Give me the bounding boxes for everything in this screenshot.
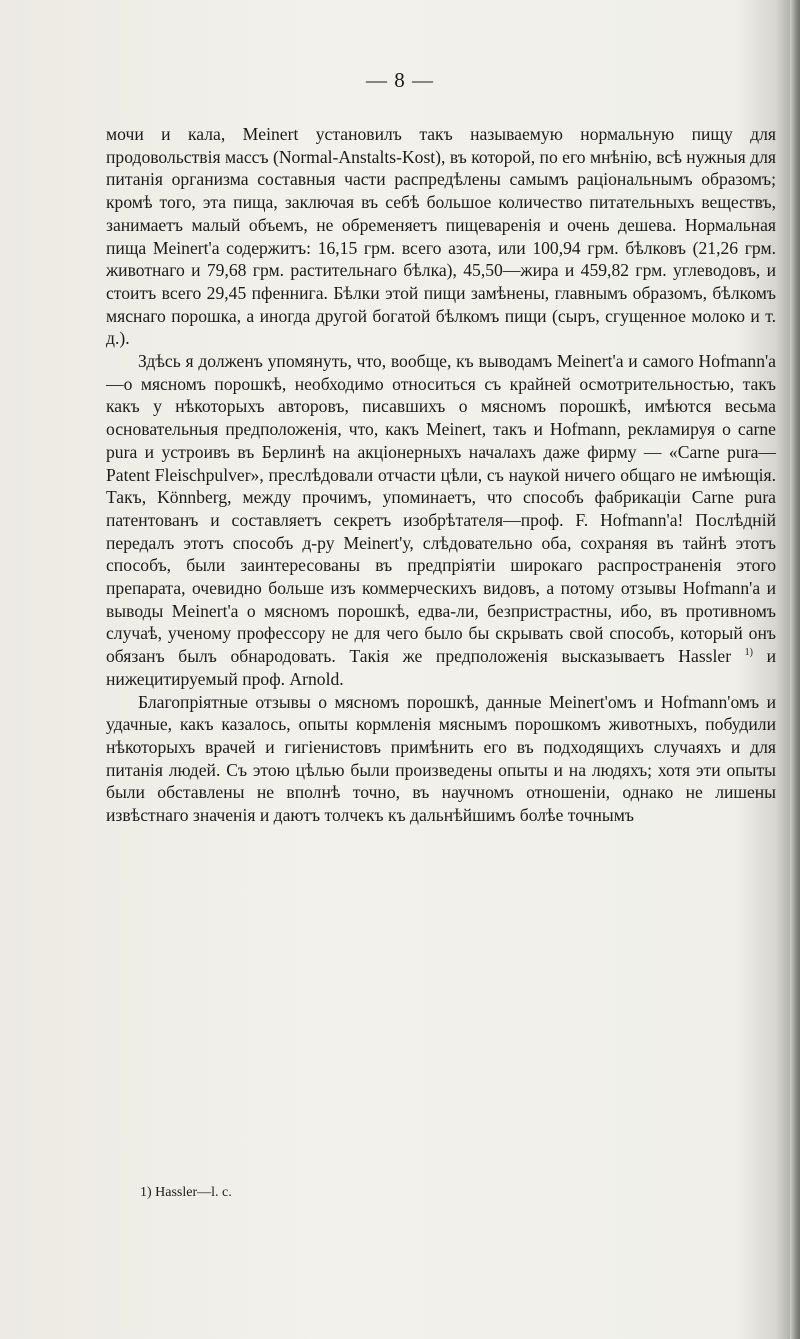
body-text <box>106 123 776 827</box>
footnote: 1) Hassler—l. c. <box>140 1185 232 1200</box>
paragraph-3: Благопріятные отзывы о мясномъ порошкѣ, данные Meinert'омъ и Hofmann'омъ и удачные, какъ казалось, опыты кормленія мяснымъ порошкомъ животныхъ, побудили нѣкоторыхъ врачей и гигіенистовъ примѣнить его въ подходящихъ случаяхъ и для питанія людей. Съ этою цѣлью были произведены опыты и на людяхъ; хотя эти опыты были обставлены не вполнѣ точно, въ научномъ отношеніи, однако не лишены извѣстнаго значенія и даютъ толчекъ къ дальнѣйшимъ болѣе точнымъ <box>106 691 776 826</box>
paragraph-2-tail: и нижецитируемый проф. Arnold. <box>106 646 776 689</box>
paragraph-1: мочи и кала, Meinert установилъ такъ называемую нормальную пищу для продовольствія массъ (Normal-Anstalts-Kost), въ которой, по его мнѣнію, всѣ нужныя для питанія организма составныя части распредѣлены самымъ раціональнымъ образомъ; кромѣ того, эта пища, заключая въ себѣ большое количество питательныхъ веществъ, занимаетъ малый объемъ, не обременяетъ пищеваренія и очень дешева. Нормальная пища Meinert'а содержитъ: 16,15 грм. всего азота, или 100,94 грм. бѣлковъ (21,26 грм. животнаго и 79,68 грм. растительнаго бѣлка), 45,50—жира и 459,82 грм. углеводовъ, и стоитъ всего 29,45 пфеннига. Бѣлки этой пищи замѣнены, главнымъ образомъ, бѣлкомъ мяснаго порошка, а иногда другой богатой бѣлкомъ пищи (сыръ, сгущенное молоко и т. д.). <box>106 124 776 349</box>
footnote-reference: 1) <box>744 647 753 659</box>
paragraph-2-text: Здѣсь я долженъ упомянуть, что, вообще, къ выводамъ Meinert'а и самого Hofmann'а—о мясномъ порошкѣ, необходимо относиться съ крайней осмотрительностью, такъ какъ у нѣкоторыхъ авторовъ, писавшихъ о мясномъ порошкѣ, имѣются весьма основательныя предположенія, что, какъ Meinert, такъ и Hofmann, рекламируя о carne pura и устроивъ въ Берлинѣ на акціонерныхъ началахъ даже фирму — «Carne pura—Patent Fleischpulver», преслѣдовали отчасти цѣли, съ наукой ничего общаго не имѣющія. Такъ, Könnberg, между прочимъ, упоминаетъ, что способъ фабрикаціи Carne pura патентованъ и составляетъ секретъ изобрѣтателя—проф. F. Hofmann'а! Послѣдній передалъ этотъ способъ д-ру Meinert'у, слѣдовательно оба, сохраняя въ тайнѣ этотъ способъ, были заинтересованы въ предпріятіи широкаго распространенія этого препарата, очевидно больше изъ коммерческихъ видовъ, а потому отзывы Hofmann'а и выводы Meinert'а о мясномъ порошкѣ, едва-ли, безпристрастны, ибо, въ противномъ случаѣ, ученому профессору не для чего было бы скрывать свой способъ, который онъ обязанъ былъ обнародовать. Такія же предположенія высказываетъ Hassler <box>106 351 776 667</box>
page-number: — 8 — <box>366 68 434 92</box>
page-edge-shadow <box>790 0 800 1339</box>
paragraph-2 <box>106 350 776 691</box>
